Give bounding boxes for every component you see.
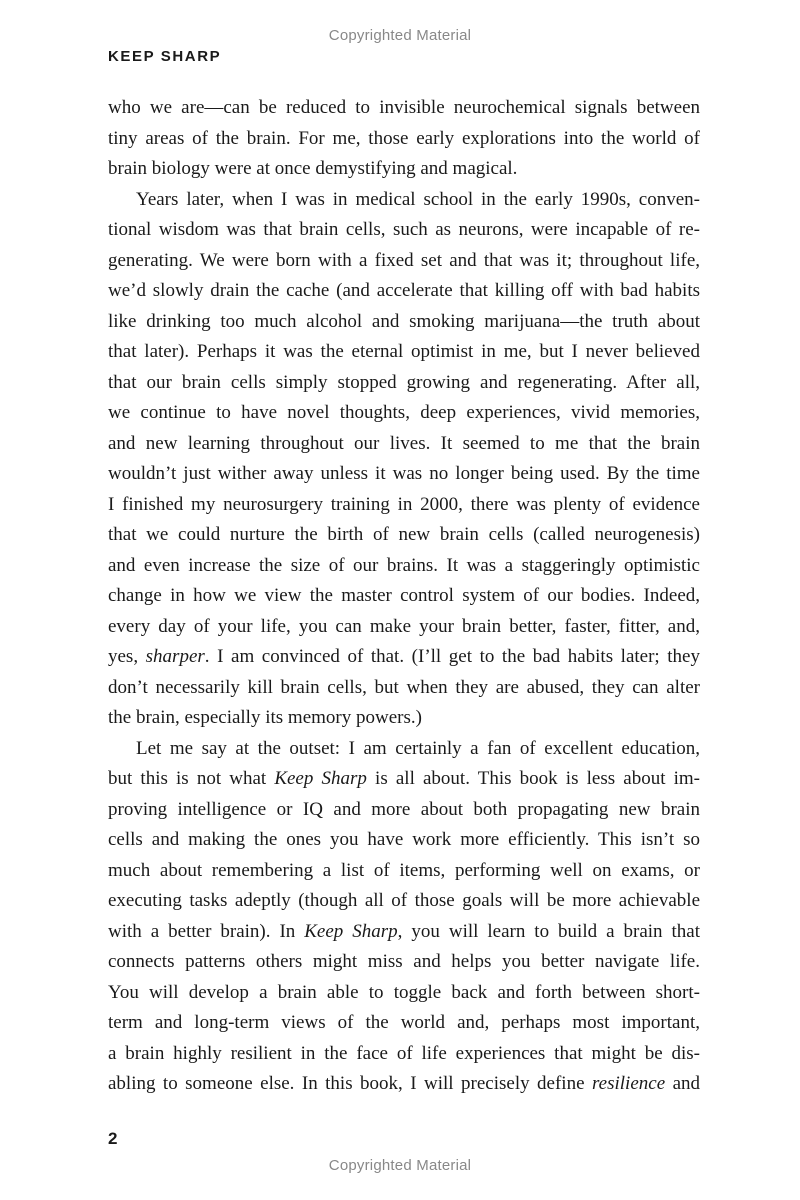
italic-term-sharper: sharper xyxy=(145,646,205,667)
text-line: wouldn’t just wither away unless it was no longer being used. By the time xyxy=(108,463,700,484)
text-segment: but this is not what xyxy=(108,768,275,789)
text-line: every day of your life, you can make your brain better, faster, fitter, and, xyxy=(108,615,700,637)
copyright-watermark-bottom: Copyrighted Material xyxy=(328,1157,472,1174)
text-line: that we could nurture the birth of new brain cells (called neurogenesis) xyxy=(108,524,700,545)
text-line: cells and making the ones you have work more efficiently. This isn’t so xyxy=(108,829,700,850)
text-segment: with a better brain). In xyxy=(108,920,305,942)
text-line: we’d slowly drain the cache (and accelerate that killing off with bad habits xyxy=(108,280,700,301)
text-segment: , you will learn to build a brain that xyxy=(397,920,700,942)
body-text xyxy=(108,93,700,1100)
text-line: generating. We were born with a fixed set and that was it; throughout life, xyxy=(108,249,700,271)
text-line: proving intelligence or IQ and more about both propagating new brain xyxy=(108,798,700,820)
text-line: much about remembering a list of items, performing well on exams, or xyxy=(108,859,700,881)
text-line: we continue to have novel thoughts, deep experiences, vivid memories, xyxy=(108,402,700,423)
text-segment: and xyxy=(665,1073,701,1094)
running-head: KEEP SHARP xyxy=(108,48,222,65)
text-line: and even increase the size of our brains. It was a staggeringly optimistic xyxy=(108,554,700,576)
text-segment: yes, xyxy=(108,646,146,667)
copyright-watermark-top: Copyrighted Material xyxy=(328,27,472,44)
text-segment: . I am convinced of that. (I’ll get to the bad habits later; they xyxy=(204,646,700,667)
text-line xyxy=(108,764,700,795)
paragraph-first-line: Years later, when I was in medical school in the early 1990s, conven- xyxy=(136,188,700,210)
text-line: who we are—can be reduced to invisible neurochemical signals between xyxy=(108,97,700,118)
text-line: like drinking too much alcohol and smoking marijuana—the truth about xyxy=(108,310,700,332)
text-line: don’t necessarily kill brain cells, but when they are abused, they can alter xyxy=(108,676,700,698)
text-line: that later). Perhaps it was the eternal optimist in me, but I never believed xyxy=(108,341,700,362)
text-line xyxy=(108,1069,700,1100)
text-line: You will develop a brain able to toggle back and forth between short- xyxy=(108,981,700,1003)
text-line: I finished my neurosurgery training in 2000, there was plenty of evidence xyxy=(108,493,700,515)
paragraph-first-line: Let me say at the outset: I am certainly a fan of excellent education, xyxy=(136,737,700,759)
text-line xyxy=(108,917,700,948)
text-line: executing tasks adeptly (though all of those goals will be more achievable xyxy=(108,890,700,911)
text-line xyxy=(108,642,700,673)
text-line: and new learning throughout our lives. It seemed to me that the brain xyxy=(108,432,700,454)
text-line: tiny areas of the brain. For me, those early explorations into the world of xyxy=(108,127,700,149)
text-line: brain biology were at once demystifying and magical. xyxy=(108,158,518,179)
text-line: change in how we view the master control system of our bodies. Indeed, xyxy=(108,585,700,606)
page-number: 2 xyxy=(108,1129,118,1148)
text-segment: is all about. This book is less about im- xyxy=(366,768,700,789)
text-line: that our brain cells simply stopped growing and regenerating. After all, xyxy=(108,371,700,393)
text-line: the brain, especially its memory powers.) xyxy=(108,707,422,728)
italic-term-resilience: resilience xyxy=(591,1073,666,1094)
italic-book-title: Keep Sharp xyxy=(274,768,367,789)
italic-book-title: Keep Sharp xyxy=(304,920,398,942)
text-line: a brain highly resilient in the face of life experiences that might be dis- xyxy=(108,1042,700,1064)
text-line: connects patterns others might miss and helps you better navigate life. xyxy=(108,951,700,972)
text-line: tional wisdom was that brain cells, such as neurons, were incapable of re- xyxy=(108,219,700,240)
text-line: term and long-term views of the world and, perhaps most important, xyxy=(108,1012,700,1033)
text-segment: abling to someone else. In this book, I will precisely define xyxy=(108,1073,592,1094)
